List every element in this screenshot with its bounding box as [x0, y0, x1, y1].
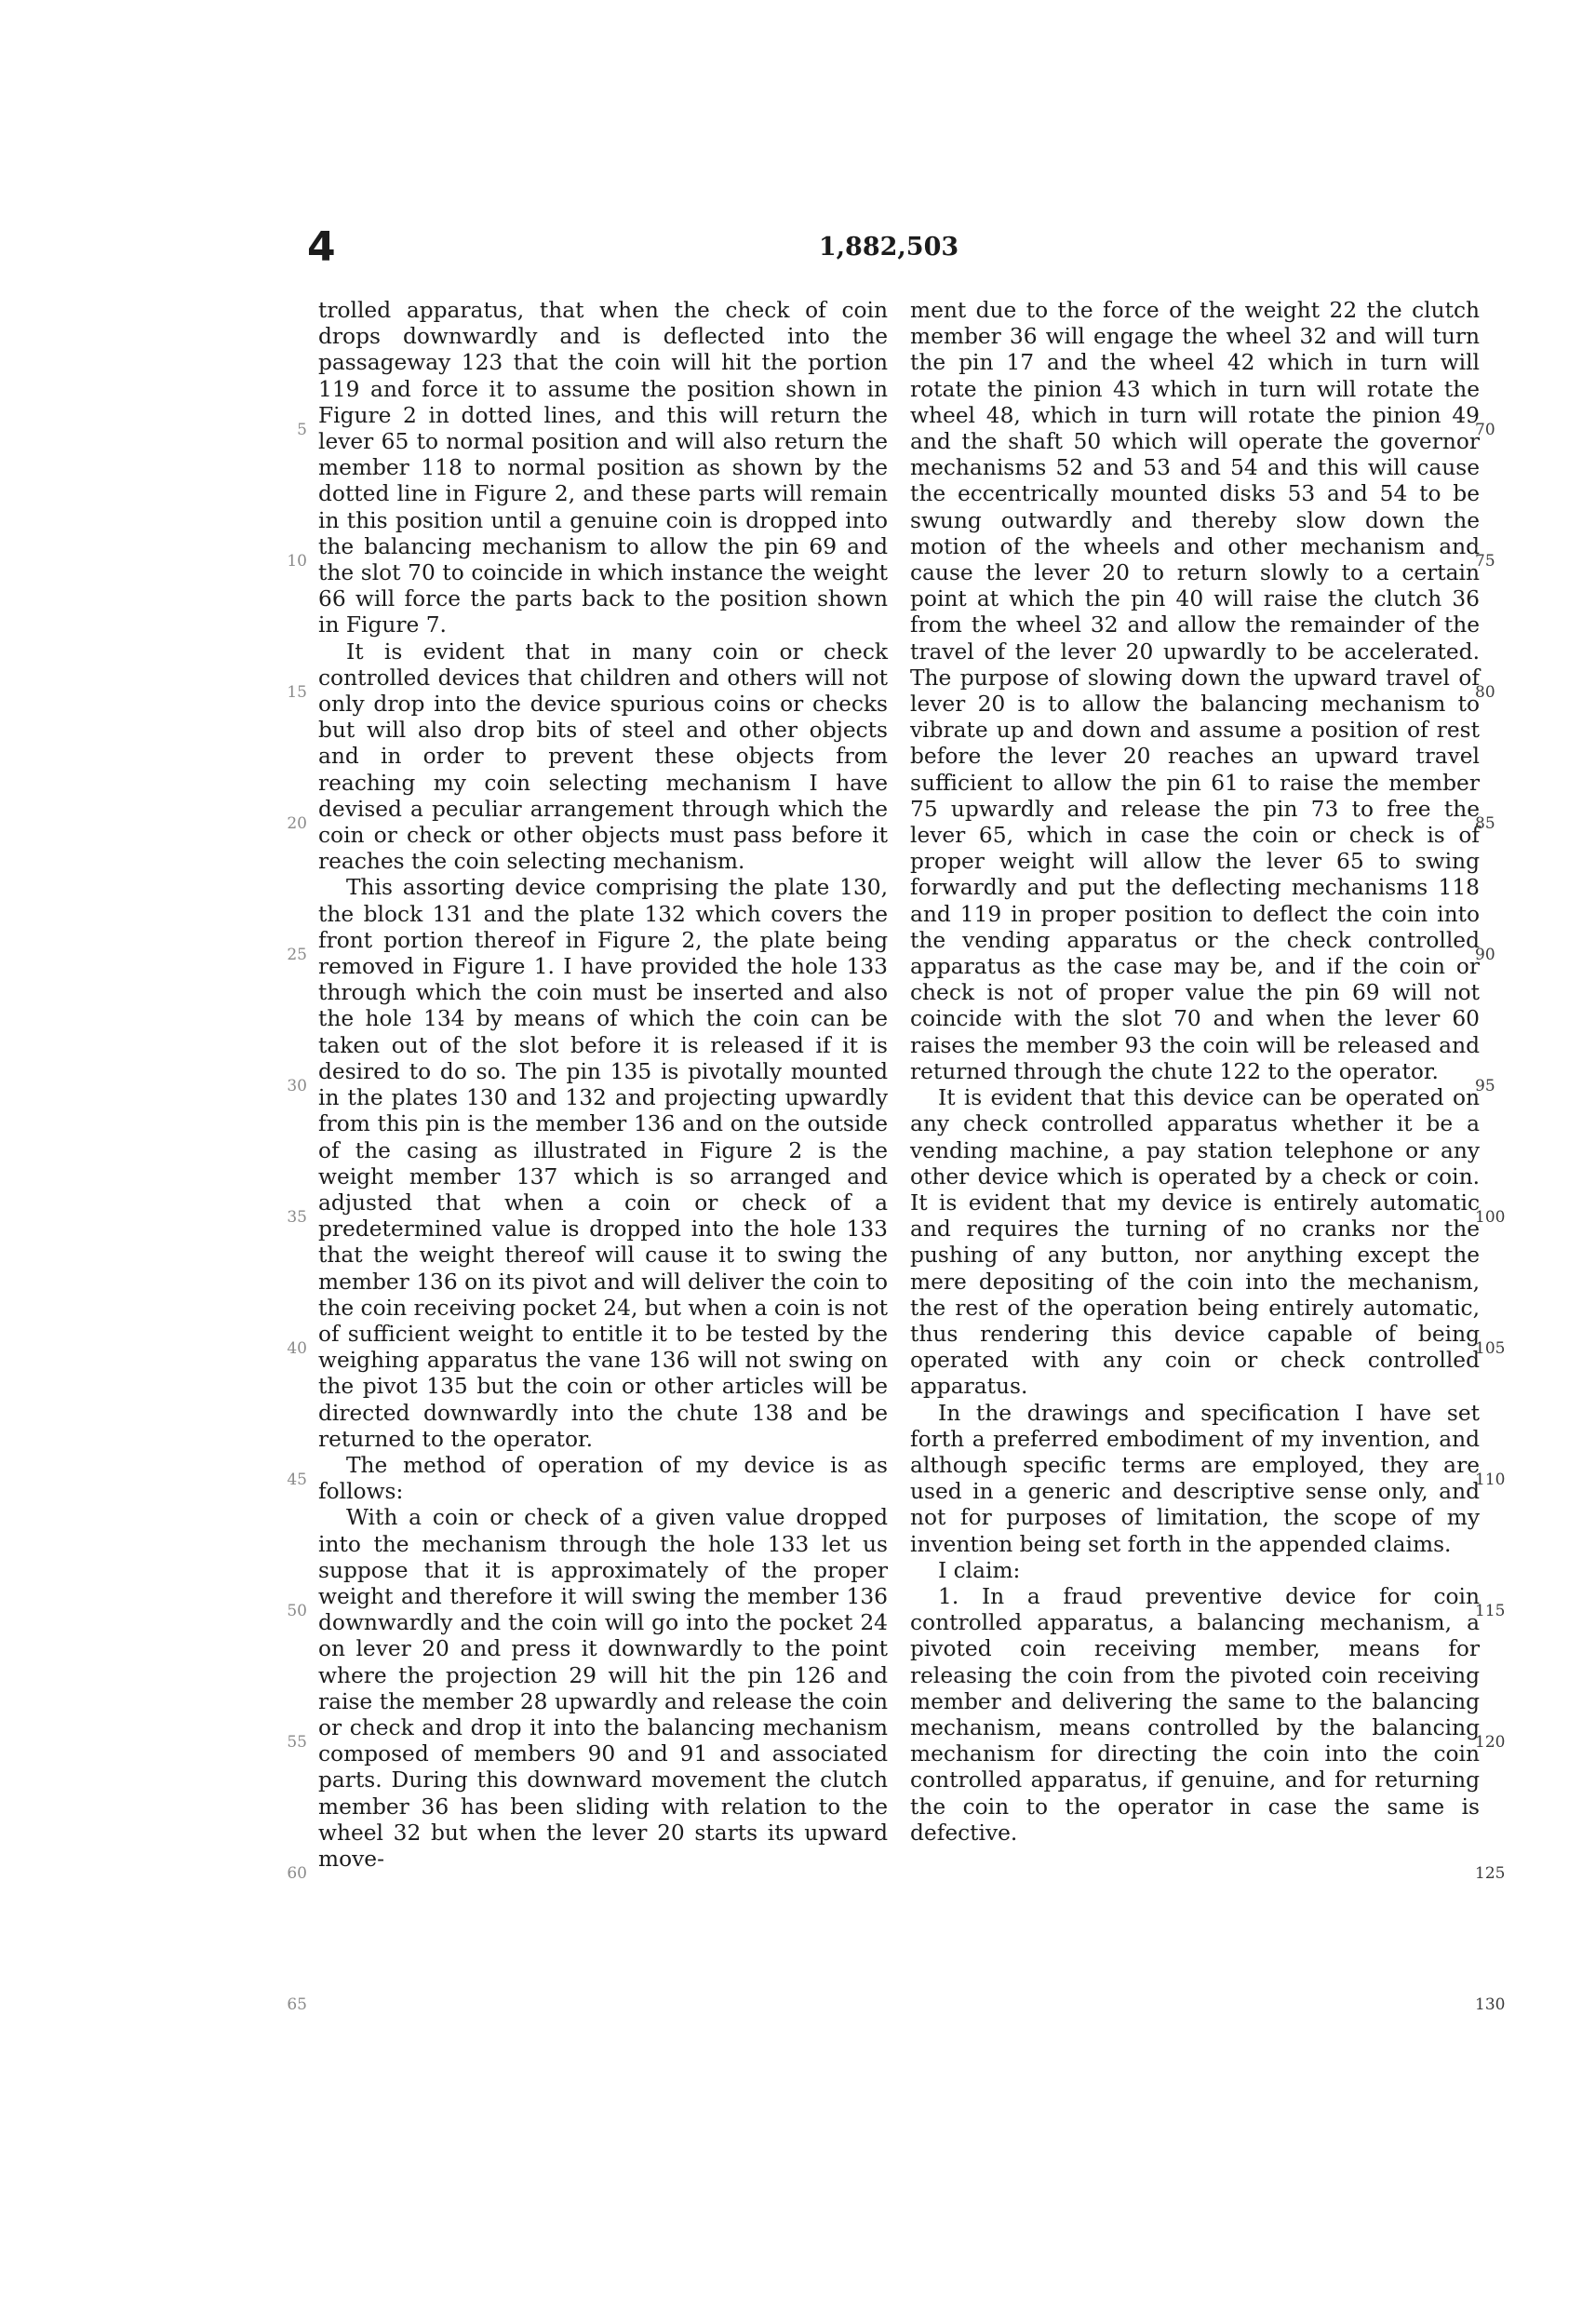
- line-number: 80: [1475, 683, 1495, 702]
- page-number: 4: [307, 223, 336, 271]
- line-number: 75: [1475, 552, 1495, 571]
- line-number: 65: [287, 1995, 307, 2014]
- right-text-column: [910, 298, 1480, 1847]
- left-text-column: [318, 298, 888, 1873]
- line-number: 95: [1475, 1077, 1495, 1095]
- line-number: 50: [287, 1602, 307, 1620]
- line-number: 110: [1475, 1471, 1506, 1489]
- line-number: 85: [1475, 814, 1495, 833]
- line-number: 40: [287, 1339, 307, 1358]
- line-number: 125: [1475, 1864, 1506, 1883]
- line-number: 25: [287, 946, 307, 964]
- line-number: 35: [287, 1208, 307, 1227]
- patent-number: 1,882,503: [818, 233, 959, 262]
- paragraph: With a coin or check of a given value dropped into the mechanism through the hole 133 let us suppose that it is approximately of the proper weight and therefore it will swing the member 136 downwardly and the coin will go into the pocket 24 on lever 20 and press it downwardly to the point where the projection 29 will hit the pin 126 and raise the member 28 upwardly and release the coin or check and drop it into the balancing mechanism composed of members 90 and 91 and associated parts. During this downward movement the clutch member 36 has been sliding with relation to the wheel 32 but when the lever 20 starts its upward move-: [318, 1505, 888, 1872]
- line-number: 60: [287, 1864, 307, 1883]
- paragraph: This assorting device comprising the plate 130, the block 131 and the plate 132 which covers the front portion thereof in Figure 2, the plate being removed in Figure 1. I have provided the hole 133 through which the coin must be inserted and also the hole 134 by means of which the coin can be taken out of the slot before it is released if it is desired to do so. The pin 135 is pivotally mounted in the plates 130 and 132 and projecting upwardly from this pin is the member 136 and on the outside of the casing as illustrated in Figure 2 is the weight member 137 which is so arranged and adjusted that when a coin or check of a predetermined value is dropped into the hole 133 that the weight thereof will cause it to swing the member 136 on its pivot and will deliver the coin to the coin receiving pocket 24, but when a coin is not of sufficient weight to entitle it to be tested by the weighing apparatus the vane 136 will not swing on the pivot 135 but the coin or other articles will be directed downwardly into the chute 138 and be returned to the operator.: [318, 875, 889, 1452]
- line-number: 30: [287, 1077, 307, 1095]
- line-number: 20: [287, 814, 307, 833]
- line-number: 10: [287, 552, 307, 571]
- line-number: 105: [1475, 1339, 1506, 1358]
- paragraph: The method of operation of my device is as follows:: [318, 1452, 888, 1505]
- line-number: 55: [287, 1733, 307, 1752]
- claim-intro: I claim:: [938, 1557, 1021, 1583]
- line-number: 15: [287, 683, 307, 702]
- paragraph: In the drawings and specification I have set forth a preferred embodiment of my invention, and although specific terms are employed, they are used in a generic and descriptive sense only, and not for purposes of limitation, the scope of my invention being set forth in the appended claims.: [910, 1400, 1480, 1557]
- line-number: 5: [297, 421, 307, 439]
- line-number: 45: [287, 1471, 307, 1489]
- line-number: 130: [1475, 1995, 1506, 2014]
- line-number: 90: [1475, 946, 1495, 964]
- paragraph: It is evident that this device can be operated on any check controlled apparatus whether it be a vending machine, a pay station telephone or any other device which is operated by a check or coin. It is evident that my device is entirely automatic and requires the turning of no cranks nor the pushing of any button, nor anything except the mere depositing of the coin into the mechanism, the rest of the operation being entirely automatic, thus rendering this device capable of being operated with any coin or check controlled apparatus.: [910, 1085, 1480, 1400]
- line-number: 70: [1475, 421, 1495, 439]
- paragraph: ment due to the force of the weight 22 the clutch member 36 will engage the wheel 32 and will turn the pin 17 and the wheel 42 which in turn will rotate the pinion 43 which in turn will rotate the wheel 48, which in turn will rotate the pinion 49 and the shaft 50 which will operate the governor mechanisms 52 and 53 and 54 and this will cause the eccentrically mounted disks 53 and 54 to be swung outwardly and thereby slow down the motion of the wheels and other mechanism and cause the lever 20 to return slowly to a certain point at which the pin 40 will raise the clutch 36 from the wheel 32 and allow the remainder of the travel of the lever 20 upwardly to be accelerated. The purpose of slowing down the upward travel of lever 20 is to allow the balancing mechanism to vibrate up and down and assume a position of rest before the lever 20 reaches an upward travel sufficient to allow the pin 61 to raise the member 75 upwardly and release the pin 73 to free the lever 65, which in case the coin or check is of proper weight will allow the lever 65 to swing forwardly and put the deflecting mechanisms 118 and 119 in proper position to deflect the coin into the vending apparatus or the check controlled apparatus as the case may be, and if the coin or check is not of proper value the pin 69 will not coincide with the slot 70 and when the lever 60 raises the member 93 the coin will be released and returned through the chute 122 to the operator.: [910, 298, 1480, 1084]
- paragraph: It is evident that in many coin or check controlled devices that children and others will not only drop into the device spurious coins or checks but will also drop bits of steel and other objects and in order to prevent these objects from reaching my coin selecting mechanism I have devised a peculiar arrangement through which the coin or check or other objects must pass before it reaches the coin selecting mechanism.: [318, 638, 888, 875]
- line-number: 120: [1475, 1733, 1506, 1752]
- line-number: 100: [1475, 1208, 1506, 1227]
- claim-1: 1. In a fraud preventive device for coin controlled apparatus, a balancing mechanism, a pivoted coin receiving member, means for releasing the coin from the pivoted coin receiving member and delivering the same to the balancing mechanism, means controlled by the balancing mechanism for directing the coin into the coin controlled apparatus, if genuine, and for returning the coin to the operator in case the same is defective.: [910, 1583, 1480, 1846]
- line-number: 115: [1475, 1602, 1506, 1620]
- paragraph: trolled apparatus, that when the check of coin drops downwardly and is deflected into the passageway 123 that the coin will hit the portion 119 and force it to assume the position shown in Figure 2 in dotted lines, and this will return the lever 65 to normal position and will also return the member 118 to normal position as shown by the dotted line in Figure 2, and these parts will remain in this position until a genuine coin is dropped into the balancing mechanism to allow the pin 69 and the slot 70 to coincide in which instance the weight 66 will force the parts back to the position shown in Figure 7.: [318, 298, 888, 638]
